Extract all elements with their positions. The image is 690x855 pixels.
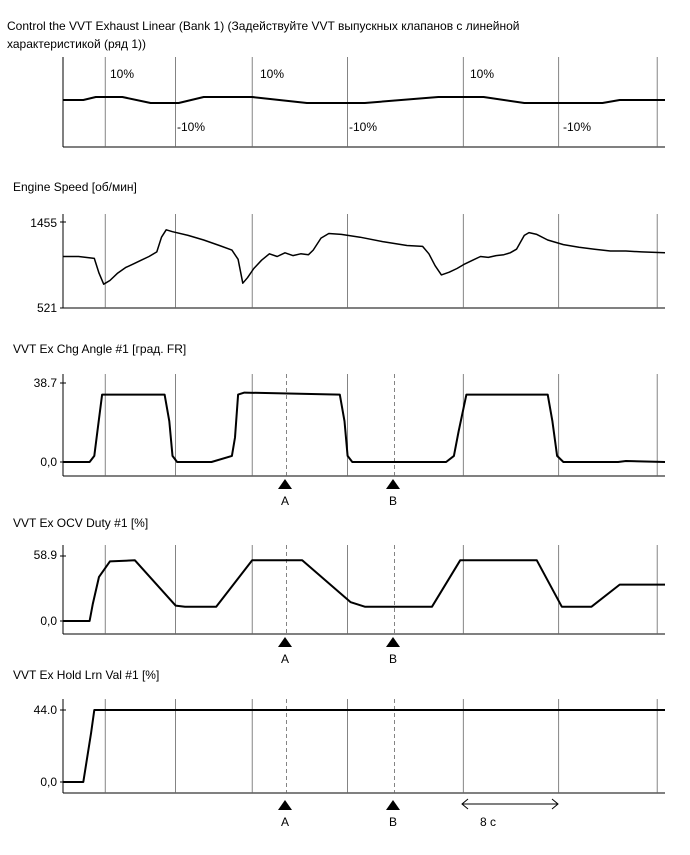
command-annotation-10-1: 10%: [110, 67, 135, 81]
chg-angle-marker-b-triangle: [386, 479, 400, 489]
engine-speed-ytick-max: 1455: [30, 216, 57, 230]
ocv-duty-marker-b-label: B: [388, 652, 398, 666]
engine-speed-panel: [13, 180, 665, 315]
figure-title-line-1: Control the VVT Exhaust Linear (Bank 1) (Задействуйте VVT выпускных клапанов с линейной: [7, 19, 520, 33]
hold-lrn-marker-b-label: B: [388, 815, 398, 829]
hold-lrn-marker-a-triangle: [278, 800, 292, 810]
engine-speed-title: Engine Speed [об/мин]: [13, 180, 137, 194]
command-panel: [63, 57, 665, 147]
ocv-duty-ytick-min: 0,0: [40, 614, 57, 628]
time-scale-bracket: [462, 799, 558, 829]
hold-lrn-title: VVT Ex Hold Lrn Val #1 [%]: [13, 668, 160, 682]
command-annotation-neg10-3: -10%: [563, 120, 592, 134]
command-annotation-neg10-2: -10%: [349, 120, 378, 134]
ocv-duty-marker-a-label: A: [280, 652, 290, 666]
command-annotation-neg10-1: -10%: [177, 120, 206, 134]
hold-lrn-panel: [13, 668, 665, 829]
hold-lrn-ytick-min: 0,0: [40, 775, 57, 789]
command-annotation-10-2: 10%: [260, 67, 285, 81]
engine-speed-ytick-min: 521: [36, 301, 57, 315]
figure-title-line-2: характеристикой (ряд 1)): [7, 37, 147, 51]
ocv-duty-marker-b-triangle: [386, 637, 400, 647]
ocv-duty-panel: [13, 516, 665, 666]
chg-angle-trace: [63, 393, 665, 462]
chg-angle-marker-a-label: A: [280, 494, 290, 508]
ocv-duty-ytick-max: 58.9: [33, 548, 57, 562]
hold-lrn-ytick-max: 44.0: [33, 703, 57, 717]
chg-angle-ytick-max: 38.7: [33, 376, 57, 390]
hold-lrn-marker-a-label: A: [280, 815, 290, 829]
ocv-duty-trace: [63, 560, 665, 621]
ocv-duty-title: VVT Ex OCV Duty #1 [%]: [13, 516, 149, 530]
chg-angle-title: VVT Ex Chg Angle #1 [град. FR]: [13, 342, 187, 356]
chg-angle-marker-a-triangle: [278, 479, 292, 489]
command-annotation-10-3: 10%: [470, 67, 495, 81]
ocv-duty-marker-a-triangle: [278, 637, 292, 647]
hold-lrn-trace: [63, 710, 665, 782]
chg-angle-panel: [13, 342, 665, 508]
chg-angle-marker-b-label: B: [388, 494, 398, 508]
command-trace: [63, 97, 665, 103]
hold-lrn-marker-b-triangle: [386, 800, 400, 810]
engine-speed-trace: [63, 230, 665, 284]
time-scale-label: 8 с: [480, 815, 497, 829]
chg-angle-ytick-min: 0,0: [40, 455, 57, 469]
